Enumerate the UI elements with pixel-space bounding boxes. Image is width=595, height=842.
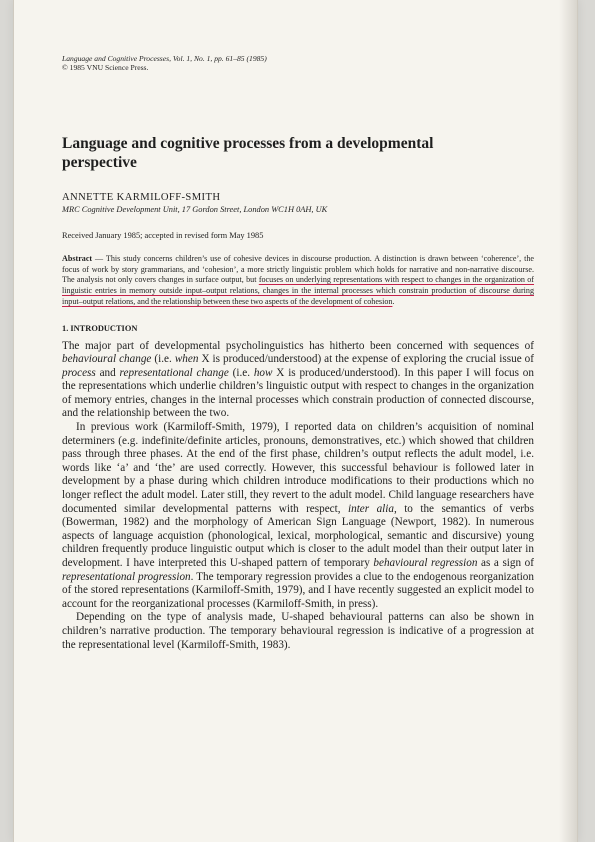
p2-italic: inter alia [348,502,394,515]
journal-citation: Language and Cognitive Processes, Vol. 1, No. 1, pp. 61–85 (1985) [62,54,267,63]
p1-italic: when [174,353,199,366]
abstract-text-end: . [392,296,395,306]
p2-text: . The temporary regression provides a clue to the endogenous reorganization of the stored representations (Karmiloff-Smith, 1979), and I have recently suggested an explicit model to account for the reorganizational processes (Karmiloff-Smith, in press). [62,570,534,610]
author-affiliation: MRC Cognitive Development Unit, 17 Gordon Street, London WC1H 0AH, UK [62,205,328,214]
abstract [62,254,534,308]
article-title: Language and cognitive processes from a developmental perspective [62,135,434,171]
p2-italic: representational progression [62,570,191,583]
p1-italic: how [253,366,273,379]
p1-text: X is produced/understood) at the expense of exploring the crucial issue of [198,353,535,366]
p1-text: X is produced/understood). In this paper I will focus on the representations which underlie children’s linguistic output with respect to changes in the organization of memory entries, changes in the internal processes which constrain production of connected discourse, and the relationship between the two. [62,366,534,420]
paragraph-3: Depending on the type of analysis made, U-shaped behavioural patterns can also be shown in children’s narrative production. The temporary behavioural regression is indicative of a progression at the representational level (Karmiloff-Smith, 1983). [62,611,534,651]
abstract-label: Abstract [62,254,93,263]
abstract-text: — This study concerns children’s use of cohesive devices in discourse production. A distinction is drawn between ‘coherence’, the focus of work by story grammarians, and ‘cohesion’, a more strictly linguistic problem which holds for narrative and non-narrative discourse. The analysis not only covers changes in surface output, but [62,254,534,285]
section-heading: 1. INTRODUCTION [62,323,138,333]
p1-italic: process [62,366,96,379]
body-text [62,340,534,653]
p2-text: as a sign of [477,557,534,570]
author-name: ANNETTE KARMILOFF-SMITH [62,192,221,203]
paper-page [14,0,577,842]
p1-text: The major part of developmental psycholinguistics has hitherto been concerned with sequences of [62,339,534,352]
p1-text: (i.e. [151,353,175,366]
p2-text: In previous work (Karmiloff-Smith, 1979), I reported data on children’s acquisition of nominal determiners (e.g. indefinite/definite articles, pronouns, demonstratives, etc.) which showed that children pass through three phases. At the end of the first phase, children’s output reflects the adult model, i.e. words like ‘a’ and ‘the’ are used correctly. However, this successful behaviour is followed later in development by a phase during which children introduce modifications to their productions which no longer reflect the adult model. Later still, they revert to the adult model. Child language researchers have documented similar developmental patterns with respect, [62,421,534,515]
paragraph-2 [62,421,534,611]
p2-text: , to the semantics of verbs (Bowerman, 1982) and the morphology of American Sign Language (Newport, 1982). In numerous aspects of language acquistion (phonological, lexical, morphological, semantic and discursive) young children frequently produce linguistic output which is closer to the adult model than their output later in development. I have interpreted this U-shaped pattern of temporary [62,502,534,570]
page-content [62,54,534,652]
copyright-notice: © 1985 VNU Science Press. [62,63,149,72]
p1-italic: behavioural change [62,353,152,366]
p1-italic: representational change [119,366,229,379]
abstract-underlined-text: focuses on underlying representations with respect to changes in the organization of linguistic entries in memory outside input–output relations, changes in the internal processes which constrain production of discourse during input–output relations, and the relationship between these two aspects of the development of cohesion [62,275,535,306]
p1-text: (i.e. [228,366,254,379]
page-edge-shadow [559,0,577,842]
p2-italic: behavioural regression [373,557,478,570]
received-dates: Received January 1985; accepted in revised form May 1985 [62,231,264,240]
paragraph-1 [62,340,534,422]
p1-text: and [95,366,120,379]
